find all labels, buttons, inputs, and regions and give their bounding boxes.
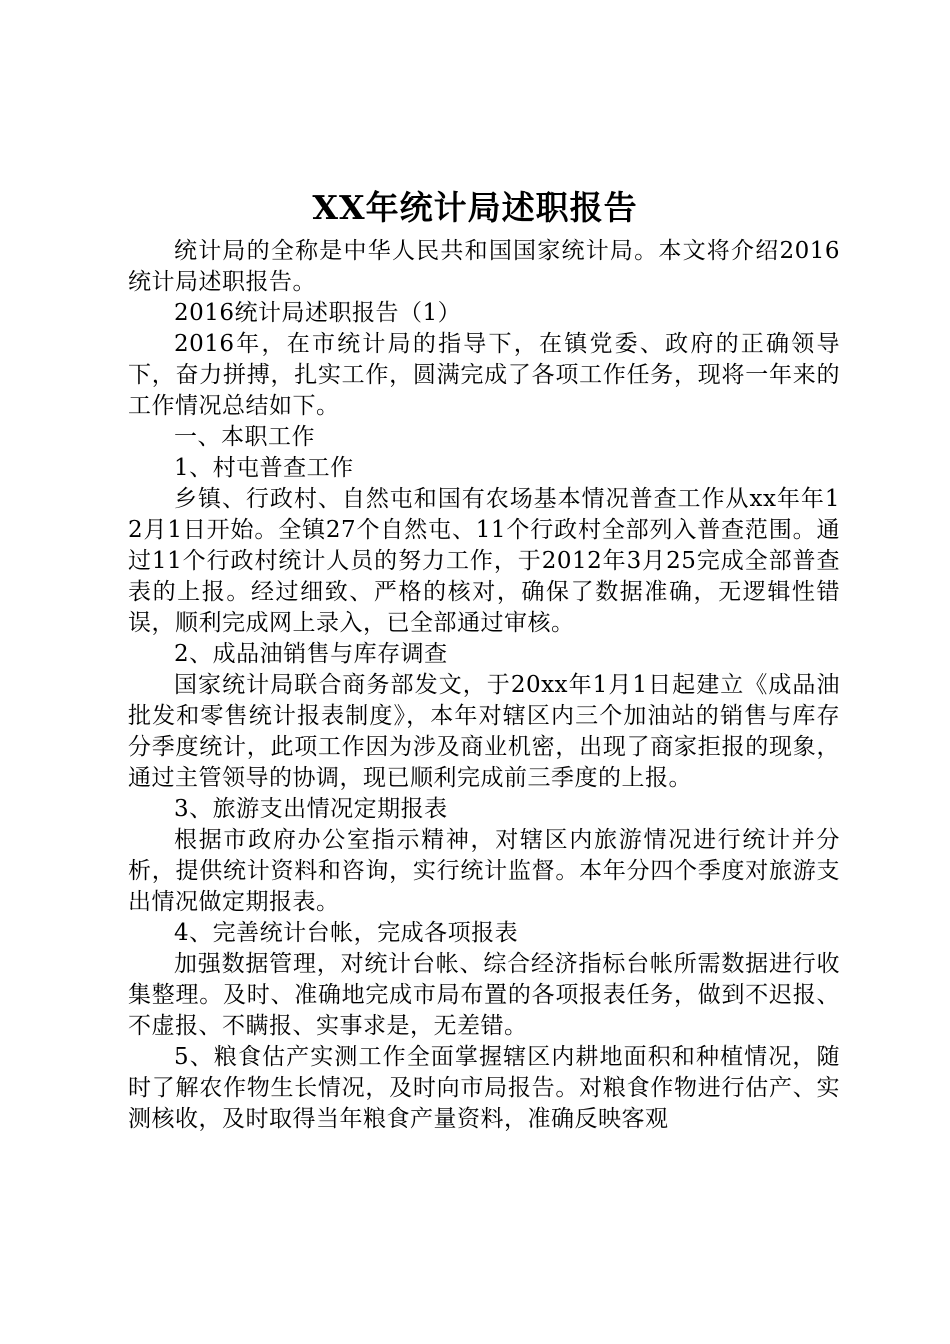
item-heading-ledger: 4、完善统计台帐，完成各项报表 bbox=[174, 920, 519, 946]
paragraph-report-subtitle: 2016统计局述职报告（1） bbox=[174, 300, 462, 326]
document-body bbox=[128, 236, 840, 1135]
paragraph-ledger: 加强数据管理，对统计台帐、综合经济指标台帐所需数据进行收集整理。及时、准确地完成市局布置的各项报表任务，做到不迟报、不虚报、不瞒报、实事求是，无差错。 bbox=[128, 951, 840, 1039]
paragraph-village-census: 乡镇、行政村、自然屯和国有农场基本情况普查工作从xx年年12月1日开始。全镇27个自然屯、11个行政村全部列入普查范围。通过11个行政村统计人员的努力工作，于2012年3月25完成全部普查表的上报。经过细致、严格的核对，确保了数据准确，无逻辑性错误，顺利完成网上录入，已全部通过审核。 bbox=[128, 486, 840, 636]
paragraph-grain-estimate: 5、粮食估产实测工作全面掌握辖区内耕地面积和种植情况，随时了解农作物生长情况，及时向市局报告。对粮食作物进行估产、实测核收，及时取得当年粮食产量资料，准确反映客观 bbox=[128, 1044, 840, 1132]
document-title: XX年统计局述职报告 bbox=[312, 188, 638, 227]
section-heading-duties: 一、本职工作 bbox=[174, 424, 315, 450]
item-heading-village-census: 1、村屯普查工作 bbox=[174, 455, 354, 481]
paragraph-overview: 2016年，在市统计局的指导下，在镇党委、政府的正确领导下，奋力拼搏，扎实工作，圆满完成了各项工作任务，现将一年来的工作情况总结如下。 bbox=[128, 331, 840, 419]
paragraph-tourism-report: 根据市政府办公室指示精神，对辖区内旅游情况进行统计并分析，提供统计资料和咨询，实行统计监督。本年分四个季度对旅游支出情况做定期报表。 bbox=[128, 827, 840, 915]
item-heading-oil-survey: 2、成品油销售与库存调查 bbox=[174, 641, 448, 667]
item-heading-tourism-report: 3、旅游支出情况定期报表 bbox=[174, 796, 448, 822]
paragraph-oil-survey: 国家统计局联合商务部发文，于20xx年1月1日起建立《成品油批发和零售统计报表制度》，本年对辖区内三个加油站的销售与库存分季度统计，此项工作因为涉及商业机密，出现了商家拒报的现象，通过主管领导的协调，现已顺利完成前三季度的上报。 bbox=[128, 672, 840, 791]
paragraph-intro: 统计局的全称是中华人民共和国国家统计局。本文将介绍2016统计局述职报告。 bbox=[128, 238, 840, 295]
